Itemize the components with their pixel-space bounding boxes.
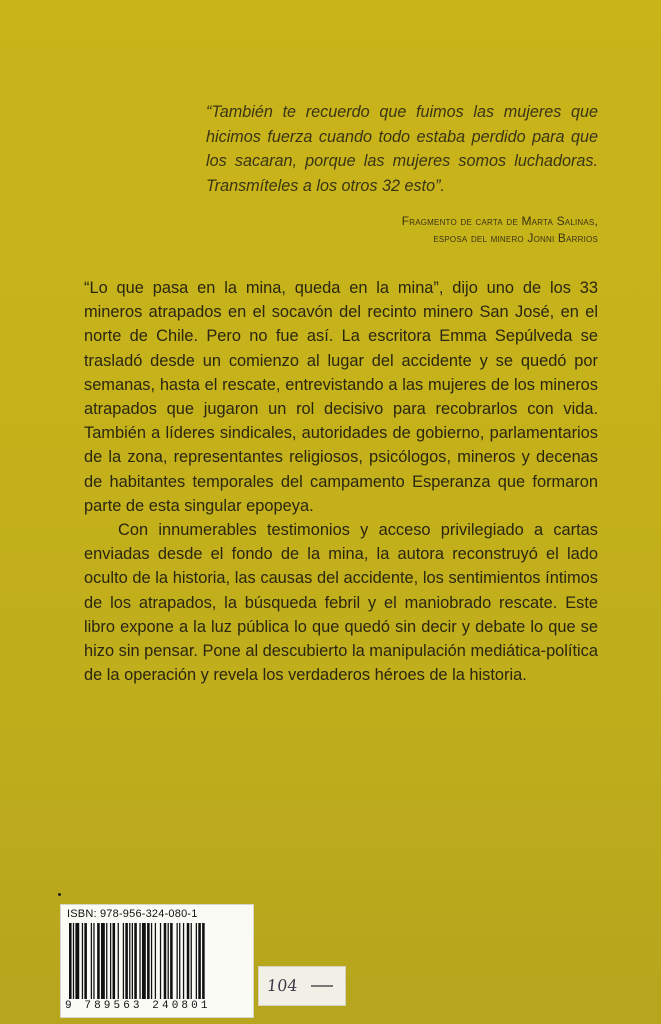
attribution-line-2: esposa del minero Jonni Barrios <box>433 231 598 245</box>
epigraph-quote <box>206 100 598 198</box>
synopsis-paragraph-1: “Lo que pasa en la mina, queda en la mina”, dijo uno de los 33 mineros atrapados en el socavón del recinto minero San José, en el norte de Chile. Pero no fue así. La escritora Emma Sepúlveda se trasladó desde un comienzo al lugar del accidente y se quedó por semanas, hasta el rescate, entrevistando a las mujeres de los mineros atrapados que jugaron un rol decisivo para recobrarlos con vida. También a líderes sindicales, autoridades de gobierno, parlamentarios de la zona, representantes religiosos, psicólogos, mineros y decenas de habitantes temporales del campamento Esperanza que formaron parte de esta singular epopeya. <box>84 279 598 515</box>
isbn-label: ISBN: 978-956-324-080-1 <box>67 908 198 920</box>
epigraph-text: “También te recuerdo que fuimos las mujeres que hicimos fuerza cuando todo estaba perdido para que los sacaran, porque las mujeres somos luchadoras. Transmíteles a los otros 32 esto”. <box>206 103 598 195</box>
synopsis-paragraph-2: Con innumerables testimonios y acceso privilegiado a cartas enviadas desde el fondo de la mina, la autora reconstruyó el lado oculto de la historia, las causas del accidente, los sentimientos íntimos de los atrapados, la búsqueda febril y el maniobrado rescate. Este libro expone a la luz pública lo que quedó sin decir y debate lo que se hizo sin pensar. Pone al descubierto la manipulación mediática-política de la operación y revela los verdaderos héroes de la historia. <box>84 521 598 685</box>
barcode-bars-icon <box>67 923 247 999</box>
isbn-barcode <box>60 904 254 1018</box>
print-dot <box>58 893 61 896</box>
price-sticker-number: 104 <box>266 976 299 995</box>
barcode-digits: 9 789563 240801 <box>65 1000 211 1012</box>
price-sticker-mark <box>311 985 333 987</box>
epigraph-attribution <box>402 213 598 247</box>
back-cover-synopsis <box>84 276 598 687</box>
attribution-line-1: Fragmento de carta de Marta Salinas, <box>401 214 598 228</box>
price-sticker <box>258 966 346 1006</box>
